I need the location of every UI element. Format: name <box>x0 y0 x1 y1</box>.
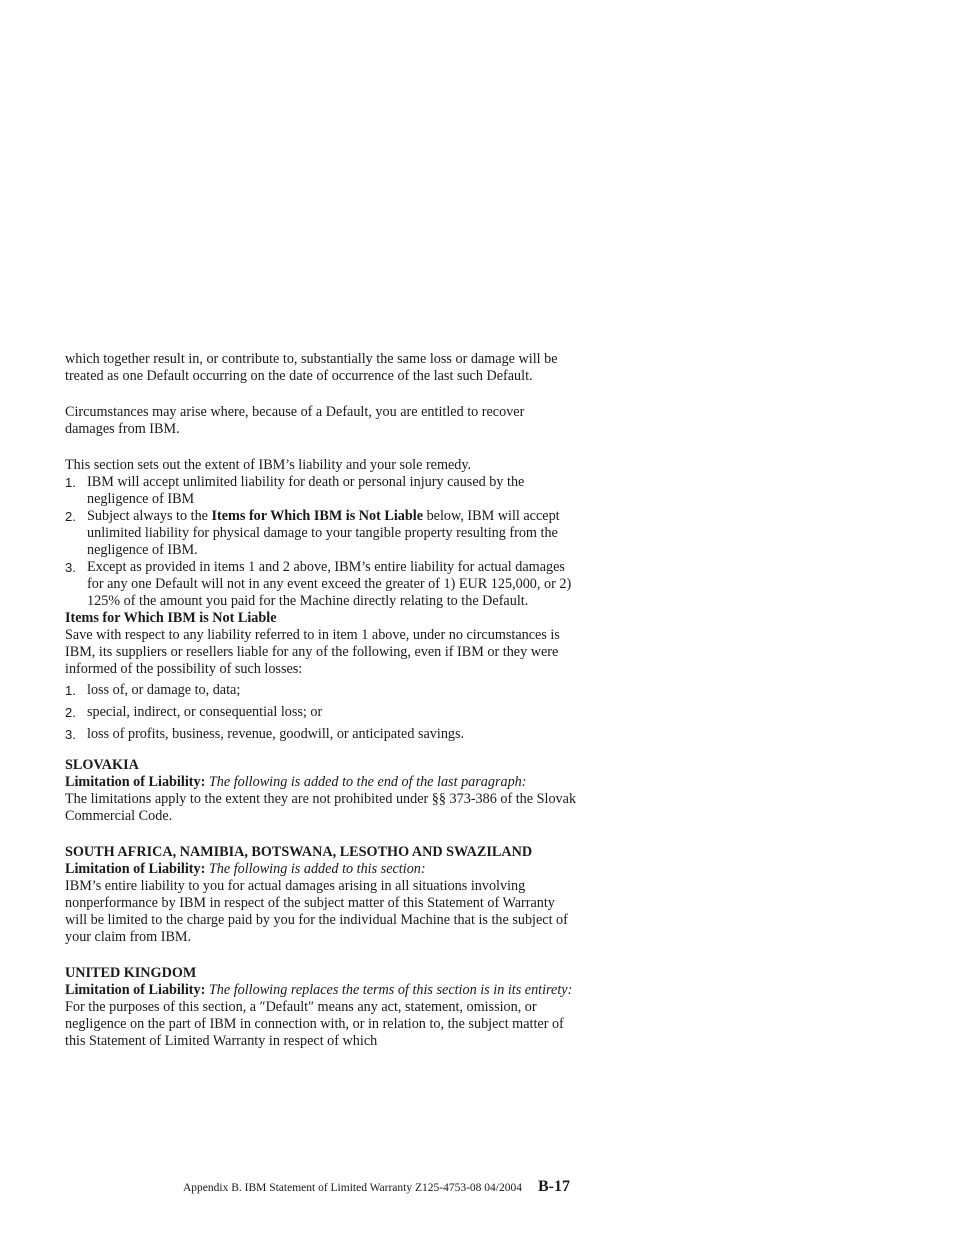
list-item-text: loss of profits, business, revenue, goodwill, or anticipated savings. <box>87 726 465 742</box>
list-item <box>65 682 577 699</box>
list-item-text-post: below, IBM will accept unlimited liability for physical damage to your tangible property resulting from the negligence of IBM. <box>87 508 560 558</box>
list-number: 3. <box>65 727 76 742</box>
uk-limitation-line <box>65 982 577 999</box>
list-item <box>65 704 577 721</box>
limitation-label: Limitation of Liability: <box>65 982 206 998</box>
list-item-text-pre: Subject always to the <box>87 508 212 524</box>
list-number: 1. <box>65 475 76 490</box>
document-body <box>65 351 577 1050</box>
list-item <box>65 474 577 508</box>
not-liable-heading: Items for Which IBM is Not Liable <box>65 610 277 626</box>
list-item <box>65 726 577 743</box>
list-item-text: IBM will accept unlimited liability for death or personal injury caused by the negligence of IBM <box>87 474 525 507</box>
uk-text: For the purposes of this section, a ″Default″ means any act, statement, omission, or negligence on the part of IBM in connection with, or in relation to, the subject matter of this Statement of Limited Warranty in respect of which <box>65 999 564 1049</box>
slovakia-heading: SLOVAKIA <box>65 757 139 773</box>
intro-paragraph-2: Circumstances may arise where, because of a Default, you are entitled to recover damages from IBM. <box>65 404 525 437</box>
uk-heading: UNITED KINGDOM <box>65 965 197 981</box>
limitation-label: Limitation of Liability: <box>65 774 206 790</box>
slovakia-text: The limitations apply to the extent they are not prohibited under §§ 373-386 of the Slovak Commercial Code. <box>65 791 577 824</box>
list-item-text: special, indirect, or consequential loss; or <box>87 704 323 720</box>
limitation-note: The following is added to this section: <box>205 861 426 877</box>
limitation-note: The following replaces the terms of this section is in its entirety: <box>205 982 573 998</box>
list-item <box>65 559 577 610</box>
intro-paragraph-3: This section sets out the extent of IBM’s liability and your sole remedy. <box>65 457 472 473</box>
page-number: B-17 <box>538 1178 570 1195</box>
limitation-label: Limitation of Liability: <box>65 861 206 877</box>
liability-list <box>65 474 577 610</box>
south-africa-text: IBM’s entire liability to you for actual damages arising in all situations involving nonperformance by IBM in respect of the subject matter of this Statement of Warranty will be limited to the charge paid by you for the individual Machine that is the subject of your claim from IBM. <box>65 878 568 945</box>
intro-paragraph-1: which together result in, or contribute to, substantially the same loss or damage will be treated as one Default occurring on the date of occurrence of the last such Default. <box>65 351 558 384</box>
list-number: 2. <box>65 509 76 524</box>
list-item-text: loss of, or damage to, data; <box>87 682 241 698</box>
south-africa-limitation-line <box>65 861 577 878</box>
page-footer <box>65 1178 570 1197</box>
footer-text: Appendix B. IBM Statement of Limited Warranty Z125-4753-08 04/2004 <box>182 1182 522 1194</box>
list-item-text: Except as provided in items 1 and 2 above, IBM’s entire liability for actual damages for any one Default will not in any event exceed the greater of 1) EUR 125,000, or 2) 125% of the amount you paid for the Machine directly relating to the Default. <box>87 559 572 609</box>
slovakia-limitation-line <box>65 774 577 791</box>
list-number: 2. <box>65 705 76 720</box>
list-item-text-bold: Items for Which IBM is Not Liable <box>211 508 424 524</box>
list-number: 1. <box>65 683 76 698</box>
south-africa-heading: SOUTH AFRICA, NAMIBIA, BOTSWANA, LESOTHO AND SWAZILAND <box>65 844 533 860</box>
list-item <box>65 508 577 559</box>
not-liable-paragraph: Save with respect to any liability referred to in item 1 above, under no circumstances is IBM, its suppliers or resellers liable for any of the following, even if IBM or they were informed of the possibility of such losses: <box>65 627 560 677</box>
list-number: 3. <box>65 560 76 575</box>
limitation-note: The following is added to the end of the last paragraph: <box>205 774 527 790</box>
not-liable-list <box>65 682 577 743</box>
